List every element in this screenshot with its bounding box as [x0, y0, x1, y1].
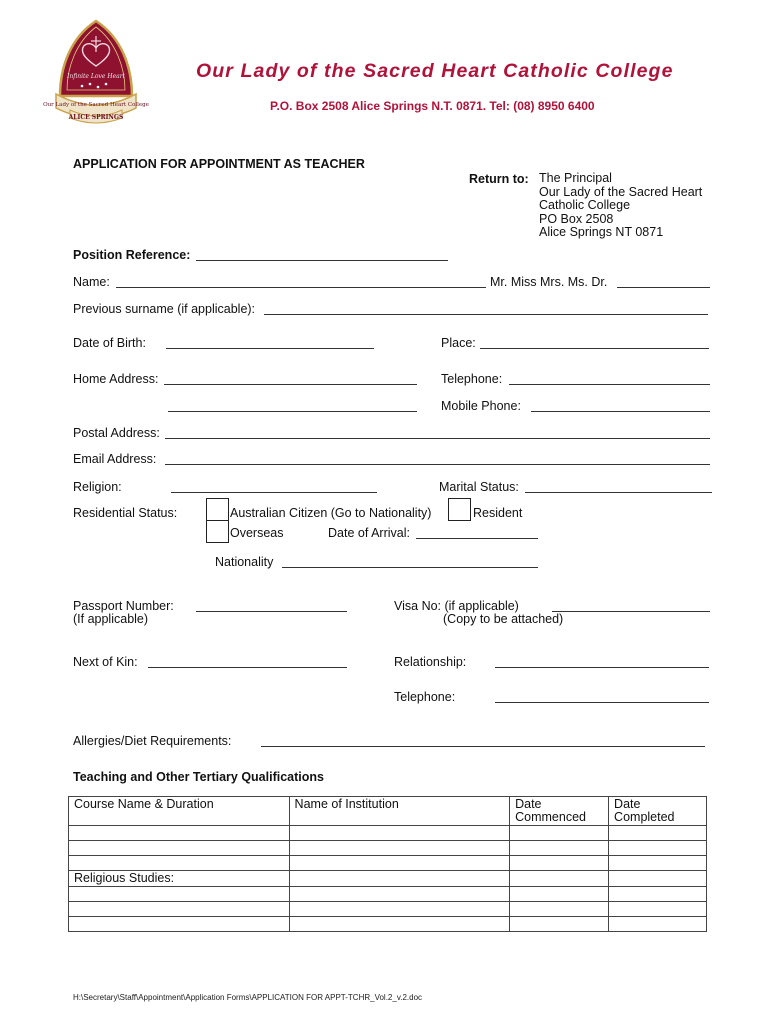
title-options[interactable]: Mr. Miss Mrs. Ms. Dr. — [490, 275, 608, 289]
table-row[interactable] — [69, 826, 707, 841]
allergies-field[interactable] — [261, 746, 705, 747]
home-address-field[interactable] — [164, 384, 417, 385]
nationality-label: Nationality — [215, 555, 274, 569]
mobile-phone-label: Mobile Phone: — [441, 399, 521, 413]
table-row[interactable] — [69, 841, 707, 856]
relationship-label: Relationship: — [394, 655, 467, 669]
table-row[interactable] — [69, 856, 707, 871]
qualifications-heading: Teaching and Other Tertiary Qualifications — [73, 770, 324, 784]
telephone-field[interactable] — [509, 384, 710, 385]
position-reference-label: Position Reference: — [73, 248, 191, 262]
svg-text:Infinite Love Heart: Infinite Love Heart — [67, 73, 125, 80]
college-seal-logo — [43, 18, 149, 128]
nationality-field[interactable] — [282, 567, 538, 568]
form-heading: APPLICATION FOR APPOINTMENT AS TEACHER — [73, 157, 365, 171]
college-address: P.O. Box 2508 Alice Springs N.T. 0871. Tel: (08) 8950 6400 — [270, 99, 595, 113]
date-of-arrival-label: Date of Arrival: — [328, 526, 410, 540]
overseas-label: Overseas — [230, 526, 284, 540]
australian-citizen-label: Australian Citizen (Go to Nationality) — [230, 506, 432, 520]
svg-text:ALICE SPRINGS: ALICE SPRINGS — [68, 114, 124, 121]
return-line: PO Box 2508 — [539, 211, 614, 226]
college-name: Our Lady of the Sacred Heart Catholic College — [196, 60, 674, 82]
table-row[interactable] — [69, 917, 707, 932]
resident-label: Resident — [473, 506, 523, 520]
date-of-birth-label: Date of Birth: — [73, 336, 146, 350]
date-of-birth-field[interactable] — [166, 348, 374, 349]
qualifications-table — [68, 796, 707, 932]
return-to-address — [539, 172, 702, 240]
religious-studies-label: Religious Studies: — [69, 871, 290, 887]
religion-field[interactable] — [171, 492, 377, 493]
header-commenced: Date Commenced — [510, 797, 609, 826]
home-address-field-2[interactable] — [168, 411, 417, 412]
table-row[interactable] — [69, 887, 707, 902]
header-completed: Date Completed — [609, 797, 707, 826]
previous-surname-label: Previous surname (if applicable): — [73, 302, 256, 316]
religion-label: Religion: — [73, 480, 122, 494]
place-label: Place: — [441, 336, 476, 350]
previous-surname-field[interactable] — [264, 314, 708, 315]
table-row[interactable] — [69, 902, 707, 917]
svg-text:Our Lady of the Sacred Heart C: Our Lady of the Sacred Heart College — [43, 102, 149, 108]
resident-checkbox[interactable] — [448, 498, 471, 521]
passport-note: (If applicable) — [73, 612, 149, 626]
table-header-row — [69, 797, 707, 826]
email-address-label: Email Address: — [73, 452, 157, 466]
allergies-label: Allergies/Diet Requirements: — [73, 734, 232, 748]
postal-address-label: Postal Address: — [73, 426, 160, 440]
footer-file-path: H:\Secretary\Staff\Appointment\Application Forms\APPLICATION FOR APPT-TCHR_Vol.2_v.2.doc — [73, 993, 423, 1002]
return-to-label: Return to: — [469, 172, 529, 186]
name-field[interactable] — [116, 287, 486, 288]
return-line: Alice Springs NT 0871 — [539, 225, 664, 239]
return-line: Catholic College — [539, 198, 631, 212]
residential-status-label: Residential Status: — [73, 506, 178, 520]
header-course: Course Name & Duration — [69, 797, 290, 826]
relationship-field[interactable] — [495, 667, 709, 668]
next-of-kin-field[interactable] — [148, 667, 347, 668]
australian-citizen-checkbox[interactable] — [206, 498, 229, 521]
visa-copy-note: (Copy to be attached) — [443, 612, 564, 626]
home-address-label: Home Address: — [73, 372, 159, 386]
mobile-phone-field[interactable] — [531, 411, 710, 412]
marital-status-field[interactable] — [525, 492, 712, 493]
passport-number-label: Passport Number: — [73, 599, 174, 613]
title-field[interactable] — [617, 287, 710, 288]
visa-no-label: Visa No: (if applicable) — [394, 599, 519, 613]
kin-telephone-field[interactable] — [495, 702, 709, 703]
overseas-checkbox[interactable] — [206, 520, 229, 543]
date-of-arrival-field[interactable] — [416, 538, 538, 539]
visa-no-field[interactable] — [552, 611, 710, 612]
table-row[interactable] — [69, 871, 707, 887]
telephone-label: Telephone: — [441, 372, 503, 386]
postal-address-field[interactable] — [165, 438, 710, 439]
kin-telephone-label: Telephone: — [394, 690, 456, 704]
passport-number-field[interactable] — [196, 611, 347, 612]
marital-status-label: Marital Status: — [439, 480, 519, 494]
return-line: Our Lady of the Sacred Heart — [539, 184, 703, 199]
email-address-field[interactable] — [165, 464, 710, 465]
return-line: The Principal — [539, 171, 612, 185]
next-of-kin-label: Next of Kin: — [73, 655, 138, 669]
position-reference-field[interactable] — [196, 260, 448, 261]
name-label: Name: — [73, 275, 110, 289]
place-field[interactable] — [480, 348, 709, 349]
header-institution: Name of Institution — [289, 797, 510, 826]
